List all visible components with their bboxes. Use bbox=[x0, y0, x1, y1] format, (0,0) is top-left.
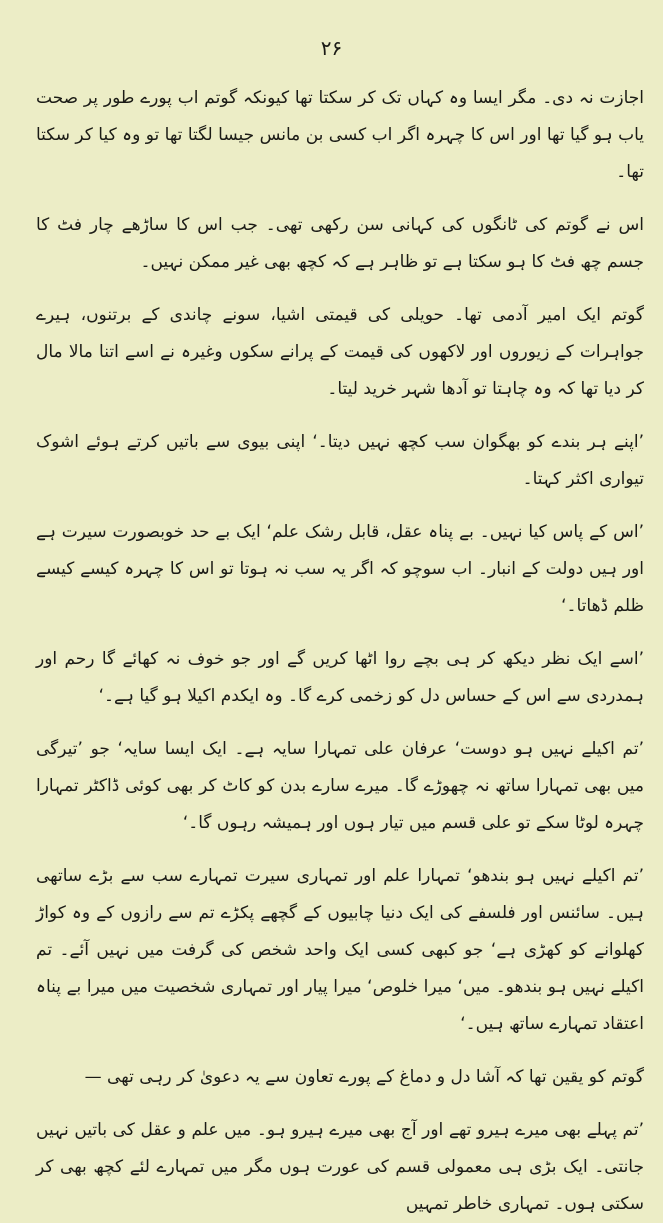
paragraph-8: ’تم اکیلے نہیں ہو بندھو‘ تمہارا علم اور تمہاری سیرت تمہارے سب سے بڑے ساتھی ہیں۔ سائنس اور فلسفے کی ایک دنیا چابیوں کے گچھے پکڑے تم سے رازوں کے وہ کواڑ کھلوانے کو کھڑی ہے‘ جو کبھی کسی ایک واحد شخص کی گرفت میں نہیں آئے۔ تم اکیلے نہیں ہو بندھو۔ میں‘ میرا خلوص‘ میرا پیار اور تمہاری شخصیت میں میرا بے پناہ اعتقاد تمہارے ساتھ ہیں۔‘ bbox=[36, 866, 644, 1034]
paragraph-9: گوتم کو یقین تھا کہ آشا دل و دماغ کے پورے تعاون سے یہ دعویٰ کر رہی تھی — bbox=[84, 1067, 644, 1087]
page-number: ۲۶ bbox=[320, 36, 343, 60]
body-text bbox=[36, 80, 644, 1223]
paragraph-7: ’تم اکیلے نہیں ہو دوست‘ عرفان علی تمہارا سایہ ہے۔ ایک ایسا سایہ‘ جو ’تیرگی میں بھی تمہارا ساتھ نہ چھوڑے گا۔ میرے سارے بدن کو کاٹ کر بھی کوئی ڈاکٹر تمہارا چہرہ لوٹا سکے تو علی قسم میں تیار ہوں اور ہمیشہ رہوں گا۔‘ bbox=[36, 739, 644, 833]
paragraph-4: ’اپنے ہر بندے کو بھگوان سب کچھ نہیں دیتا۔‘ اپنی بیوی سے باتیں کرتے ہوئے اشوک تیواری اکثر کہتا۔ bbox=[36, 432, 644, 489]
paragraph-6: ’اسے ایک نظر دیکھ کر ہی بچے روا اٹھا کریں گے اور جو خوف نہ کھائے گا رحم اور ہمدردی سے اس کے حساس دل کو زخمی کرے گا۔ وہ ایکدم اکیلا ہو گیا ہے۔‘ bbox=[36, 649, 644, 706]
paragraph-3: گوتم ایک امیر آدمی تھا۔ حویلی کی قیمتی اشیا، سونے چاندی کے برتنوں، ہیرے جواہرات کے زیوروں اور لاکھوں کی قیمت کے پرانے سکوں وغیرہ نے اسے اتنا مالا مال کر دیا تھا کہ وہ چاہتا تو آدھا شہر خرید لیتا۔ bbox=[36, 305, 644, 399]
paragraph-5: ’اس کے پاس کیا نہیں۔ بے پناہ عقل، قابل رشک علم‘ ایک بے حد خوبصورت سیرت ہے اور ہیں دولت کے انبار۔ اب سوچو کہ اگر یہ سب نہ ہوتا تو اس کا چہرہ کیسے کیسے ظلم ڈھاتا۔‘ bbox=[36, 522, 644, 616]
paragraph-10: ’تم پہلے بھی میرے ہیرو تھے اور آج بھی میرے ہیرو ہو۔ میں علم و عقل کی باتیں نہیں جانتی۔ ایک بڑی ہی معمولی قسم کی عورت ہوں مگر میں تمہارے لئے کچھ بھی کر سکتی ہوں۔ تمہاری خاطر تمہیں bbox=[36, 1120, 644, 1214]
paragraph-2: اس نے گوتم کی ٹانگوں کی کہانی سن رکھی تھی۔ جب اس کا ساڑھے چار فٹ کا جسم چھ فٹ کا ہو سکتا ہے تو ظاہر ہے کہ کچھ بھی غیر ممکن نہیں۔ bbox=[36, 215, 644, 272]
paragraph-1: اجازت نہ دی۔ مگر ایسا وہ کہاں تک کر سکتا تھا کیونکہ گوتم اب پورے طور پر صحت یاب ہو گیا تھا اور اس کا چہرہ اگر اب کسی بن مانس جیسا لگتا تھا تو وہ کیا کر سکتا تھا۔ bbox=[36, 88, 644, 182]
